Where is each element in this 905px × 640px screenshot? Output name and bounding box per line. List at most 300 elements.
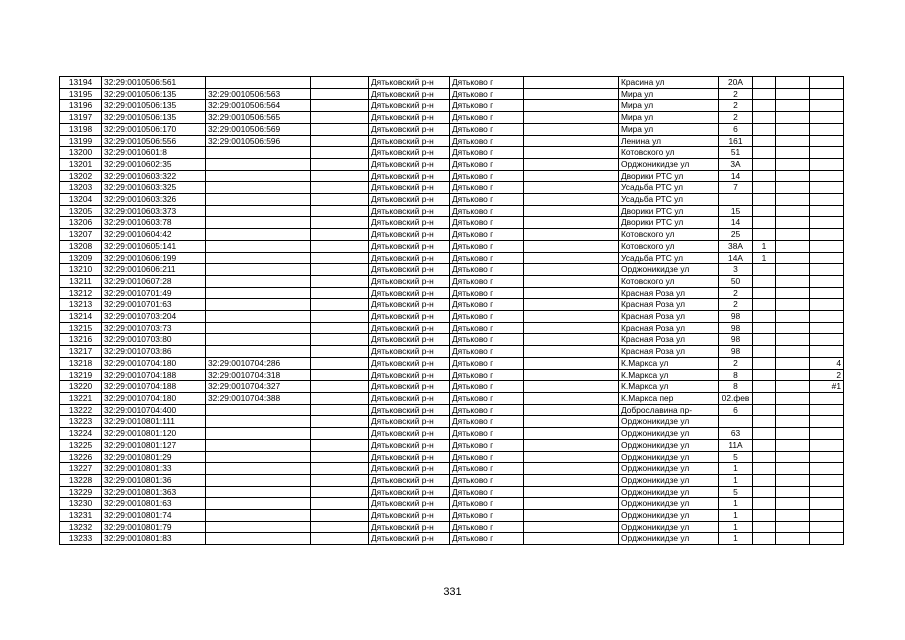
table-cell [311,287,369,299]
table-cell [753,322,776,334]
table-row [60,264,844,276]
table-cell: 5 [719,451,753,463]
table-cell [524,510,619,522]
table-cell [776,287,810,299]
table-cell: Дятьково г [450,428,524,440]
table-cell [206,498,311,510]
table-cell: Дятьково г [450,439,524,451]
table-cell [810,88,844,100]
table-cell: Орджоникидзе ул [619,498,719,510]
table-cell [753,100,776,112]
table-cell [524,240,619,252]
table-cell: Мира ул [619,123,719,135]
table-cell: 32:29:0010801:79 [102,521,206,533]
table-cell: Дятьково г [450,252,524,264]
table-cell [776,346,810,358]
table-cell [311,240,369,252]
table-cell: Дятьковский р-н [369,416,450,428]
table-row [60,463,844,475]
table-row [60,88,844,100]
table-row [60,287,844,299]
table-row [60,217,844,229]
table-row [60,533,844,545]
table-cell [206,299,311,311]
table-cell [810,533,844,545]
table-cell [311,100,369,112]
table-cell: Котовского ул [619,275,719,287]
table-cell: Дятьковский р-н [369,451,450,463]
table-cell [311,533,369,545]
table-cell [206,205,311,217]
table-cell: 1 [719,533,753,545]
table-cell [524,287,619,299]
table-cell: Орджоникидзе ул [619,428,719,440]
page-number: 331 [443,586,462,598]
table-cell: Дятьково г [450,147,524,159]
table-cell: 63 [719,428,753,440]
table-cell: Котовского ул [619,229,719,241]
table-cell: Дятьковский р-н [369,357,450,369]
table-cell [753,88,776,100]
table-cell [206,474,311,486]
table-cell: 13195 [60,88,102,100]
table-row [60,299,844,311]
table-cell: Дятьково г [450,123,524,135]
table-cell [753,334,776,346]
table-cell [776,439,810,451]
table-cell [311,229,369,241]
table-cell [311,486,369,498]
table-cell [776,77,810,89]
table-cell: Мира ул [619,88,719,100]
table-cell: 13214 [60,311,102,323]
table-cell: Дятьковский р-н [369,311,450,323]
table-cell: Дятьково г [450,77,524,89]
table-cell: Дятьково г [450,217,524,229]
table-cell: Орджоникидзе ул [619,521,719,533]
table-cell [776,533,810,545]
table-cell [753,264,776,276]
table-cell: Дятьковский р-н [369,205,450,217]
table-body [60,77,844,545]
table-cell: 32:29:0010506:561 [102,77,206,89]
table-cell: 32:29:0010704:327 [206,381,311,393]
table-cell: Дятьково г [450,474,524,486]
table-cell: Мира ул [619,112,719,124]
table-cell [753,369,776,381]
table-cell [753,474,776,486]
table-cell: Дятьково г [450,521,524,533]
table-cell [206,451,311,463]
table-cell: #1 [810,381,844,393]
table-cell [810,439,844,451]
table-cell: Доброславина пр- [619,404,719,416]
table-cell [810,451,844,463]
table-cell [810,229,844,241]
table-row [60,194,844,206]
table-cell: Дятьково г [450,112,524,124]
table-cell: 13211 [60,275,102,287]
table-cell: Дятьковский р-н [369,147,450,159]
table-cell [776,369,810,381]
table-cell [524,100,619,112]
table-cell [810,287,844,299]
table-cell [206,510,311,522]
table-cell: Дятьково г [450,158,524,170]
table-cell [524,381,619,393]
table-cell [311,252,369,264]
table-cell: Красная Роза ул [619,346,719,358]
table-cell [776,112,810,124]
table-cell: 13199 [60,135,102,147]
table-cell: Дятьковский р-н [369,100,450,112]
table-cell: Орджоникидзе ул [619,533,719,545]
table-cell: 2 [719,88,753,100]
table-cell: 13197 [60,112,102,124]
table-cell [776,100,810,112]
table-cell [753,299,776,311]
table-row [60,334,844,346]
table-cell [753,428,776,440]
table-cell: 32:29:0010701:49 [102,287,206,299]
table-cell: 32:29:0010603:326 [102,194,206,206]
table-cell [753,416,776,428]
table-cell: 4 [810,357,844,369]
table-cell: 13194 [60,77,102,89]
table-cell [753,486,776,498]
table-cell: Усадьба РТС ул [619,194,719,206]
table-cell [206,147,311,159]
table-cell [524,182,619,194]
table-cell [524,275,619,287]
table-cell: 2 [719,299,753,311]
table-cell: Орджоникидзе ул [619,439,719,451]
table-cell: Котовского ул [619,147,719,159]
table-cell: 32:29:0010704:180 [102,392,206,404]
table-cell: 2 [719,357,753,369]
table-cell: 13204 [60,194,102,206]
table-cell [524,346,619,358]
table-cell [776,135,810,147]
table-cell [206,416,311,428]
table-cell [776,311,810,323]
table-cell: 32:29:0010606:211 [102,264,206,276]
table-cell: Дятьково г [450,287,524,299]
table-cell: 13233 [60,533,102,545]
table-cell [810,217,844,229]
table-cell [753,123,776,135]
table-cell [311,510,369,522]
table-cell: Орджоникидзе ул [619,463,719,475]
table-cell [753,439,776,451]
table-cell: Дятьково г [450,392,524,404]
table-cell: 13215 [60,322,102,334]
table-cell: 32:29:0010801:36 [102,474,206,486]
table-cell [206,170,311,182]
table-cell: Дятьковский р-н [369,521,450,533]
table-cell: Дятьково г [450,486,524,498]
table-cell: Дятьково г [450,240,524,252]
table-cell: Красная Роза ул [619,322,719,334]
table-cell: 32:29:0010704:180 [102,357,206,369]
table-row [60,474,844,486]
table-cell: 1 [719,463,753,475]
table-cell [810,170,844,182]
table-cell: 161 [719,135,753,147]
table-cell: Дятьково г [450,334,524,346]
table-cell: Дятьково г [450,100,524,112]
table-cell [206,264,311,276]
table-cell: Дятьковский р-н [369,252,450,264]
table-cell: Дятьковский р-н [369,182,450,194]
table-cell [524,322,619,334]
table-cell [524,416,619,428]
table-cell [311,392,369,404]
table-cell [776,451,810,463]
table-cell [524,357,619,369]
table-row [60,205,844,217]
table-cell: 13223 [60,416,102,428]
table-cell [524,392,619,404]
table-cell: Дятьковский р-н [369,194,450,206]
table-cell [311,135,369,147]
table-cell [311,311,369,323]
table-cell [524,463,619,475]
table-cell: Дятьковский р-н [369,158,450,170]
table-cell [810,510,844,522]
table-cell: 32:29:0010704:188 [102,369,206,381]
table-cell [810,194,844,206]
table-cell: 1 [719,474,753,486]
table-cell: Дятьковский р-н [369,463,450,475]
table-cell [311,299,369,311]
table-cell: Дятьковский р-н [369,170,450,182]
table-cell: Дятьковский р-н [369,510,450,522]
table-cell [810,474,844,486]
table-cell: 13231 [60,510,102,522]
table-cell: 13228 [60,474,102,486]
table-cell [524,229,619,241]
table-cell: 32:29:0010704:286 [206,357,311,369]
table-cell: Дятьковский р-н [369,381,450,393]
table-cell: 13209 [60,252,102,264]
table-row [60,521,844,533]
table-cell: 50 [719,275,753,287]
table-cell: Дятьково г [450,404,524,416]
table-cell [776,170,810,182]
table-cell: Дятьковский р-н [369,498,450,510]
table-cell [206,521,311,533]
table-cell: 51 [719,147,753,159]
table-cell: Дворики РТС ул [619,170,719,182]
table-cell: 13196 [60,100,102,112]
table-cell [810,147,844,159]
table-cell: Красная Роза ул [619,334,719,346]
table-cell: 32:29:0010801:120 [102,428,206,440]
table-cell [810,334,844,346]
table-cell: Дятьково г [450,346,524,358]
table-cell [311,404,369,416]
table-cell: 32:29:0010801:74 [102,510,206,522]
table-cell [810,135,844,147]
table-cell: Дятьковский р-н [369,287,450,299]
table-cell: Орджоникидзе ул [619,510,719,522]
table-cell: Дятьково г [450,275,524,287]
table-cell: Дворики РТС ул [619,217,719,229]
table-cell [206,229,311,241]
table-cell [810,486,844,498]
table-cell: 32:29:0010704:400 [102,404,206,416]
table-cell [524,428,619,440]
table-cell: Дятьково г [450,322,524,334]
table-cell [524,486,619,498]
table-cell: Дятьково г [450,299,524,311]
table-cell: 98 [719,346,753,358]
table-cell [810,123,844,135]
table-cell: 32:29:0010506:596 [206,135,311,147]
table-cell [753,463,776,475]
table-cell: Дятьковский р-н [369,217,450,229]
table-row [60,170,844,182]
table-cell [810,252,844,264]
table-cell: 2 [810,369,844,381]
table-cell: Дятьковский р-н [369,299,450,311]
table-cell: Дятьковский р-н [369,77,450,89]
table-cell: Орджоникидзе ул [619,451,719,463]
table-cell [524,498,619,510]
table-cell: К.Маркса ул [619,369,719,381]
table-cell: 32:29:0010506:563 [206,88,311,100]
table-cell [810,404,844,416]
table-cell [206,404,311,416]
table-cell [753,533,776,545]
table-cell [810,521,844,533]
table-cell: 13212 [60,287,102,299]
table-row [60,451,844,463]
table-cell [753,135,776,147]
table-cell: Дятьковский р-н [369,135,450,147]
table-cell: Дятьковский р-н [369,240,450,252]
table-cell [810,158,844,170]
table-cell [524,451,619,463]
table-cell: 6 [719,123,753,135]
table-cell: Дятьково г [450,498,524,510]
table-cell: 32:29:0010606:199 [102,252,206,264]
table-cell [206,533,311,545]
table-cell [524,334,619,346]
table-cell [206,322,311,334]
cadastral-table [59,76,844,545]
table-row [60,322,844,334]
table-cell: 13200 [60,147,102,159]
table-cell: 98 [719,322,753,334]
table-cell: 13206 [60,217,102,229]
table-cell [810,346,844,358]
table-cell [719,194,753,206]
table-cell [206,77,311,89]
table-cell: К.Маркса пер [619,392,719,404]
table-cell [311,217,369,229]
table-cell: 32:29:0010506:556 [102,135,206,147]
table-cell [311,123,369,135]
table-cell [524,311,619,323]
table-cell: Дятьковский р-н [369,392,450,404]
table-cell: 1 [719,510,753,522]
table-cell [776,416,810,428]
table-cell: 32:29:0010603:373 [102,205,206,217]
table-row [60,135,844,147]
table-cell [776,404,810,416]
table-row [60,369,844,381]
table-row [60,381,844,393]
table-cell: 13198 [60,123,102,135]
table-cell: 32:29:0010801:63 [102,498,206,510]
table-cell: Дятьковский р-н [369,404,450,416]
table-cell: К.Маркса ул [619,381,719,393]
table-cell [524,474,619,486]
table-cell: Дятьково г [450,229,524,241]
table-cell: 13208 [60,240,102,252]
table-cell: 7 [719,182,753,194]
table-cell: 32:29:0010506:135 [102,112,206,124]
table-cell [776,463,810,475]
table-cell [524,252,619,264]
table-cell [776,88,810,100]
table-cell: 32:29:0010801:33 [102,463,206,475]
table-cell: 1 [719,521,753,533]
table-cell: Орджоникидзе ул [619,264,719,276]
table-cell [524,369,619,381]
table-cell: Дятьковский р-н [369,533,450,545]
table-cell [206,182,311,194]
table-cell: 15 [719,205,753,217]
table-cell [524,170,619,182]
table-cell: 13202 [60,170,102,182]
table-cell: Дятьковский р-н [369,346,450,358]
table-cell [810,100,844,112]
table-cell: 13218 [60,357,102,369]
table-cell [753,182,776,194]
table-cell: 13226 [60,451,102,463]
table-cell [810,77,844,89]
table-cell: Дятьково г [450,381,524,393]
table-cell [776,381,810,393]
table-cell [753,287,776,299]
table-cell [776,392,810,404]
table-cell: 13207 [60,229,102,241]
table-cell: Дятьково г [450,170,524,182]
table-cell [753,357,776,369]
table-cell: 14 [719,170,753,182]
table-cell: 13224 [60,428,102,440]
table-cell [311,264,369,276]
table-cell [311,170,369,182]
table-cell [753,229,776,241]
table-cell: 32:29:0010703:86 [102,346,206,358]
table-cell: 98 [719,334,753,346]
table-cell [753,147,776,159]
table-cell: 2 [719,112,753,124]
table-cell: Дворики РТС ул [619,205,719,217]
table-cell [311,521,369,533]
table-row [60,147,844,159]
table-cell [524,158,619,170]
table-cell [311,474,369,486]
table-cell [524,194,619,206]
table-cell: Дятьково г [450,463,524,475]
table-cell: Красина ул [619,77,719,89]
table-cell: 32:29:0010704:188 [102,381,206,393]
